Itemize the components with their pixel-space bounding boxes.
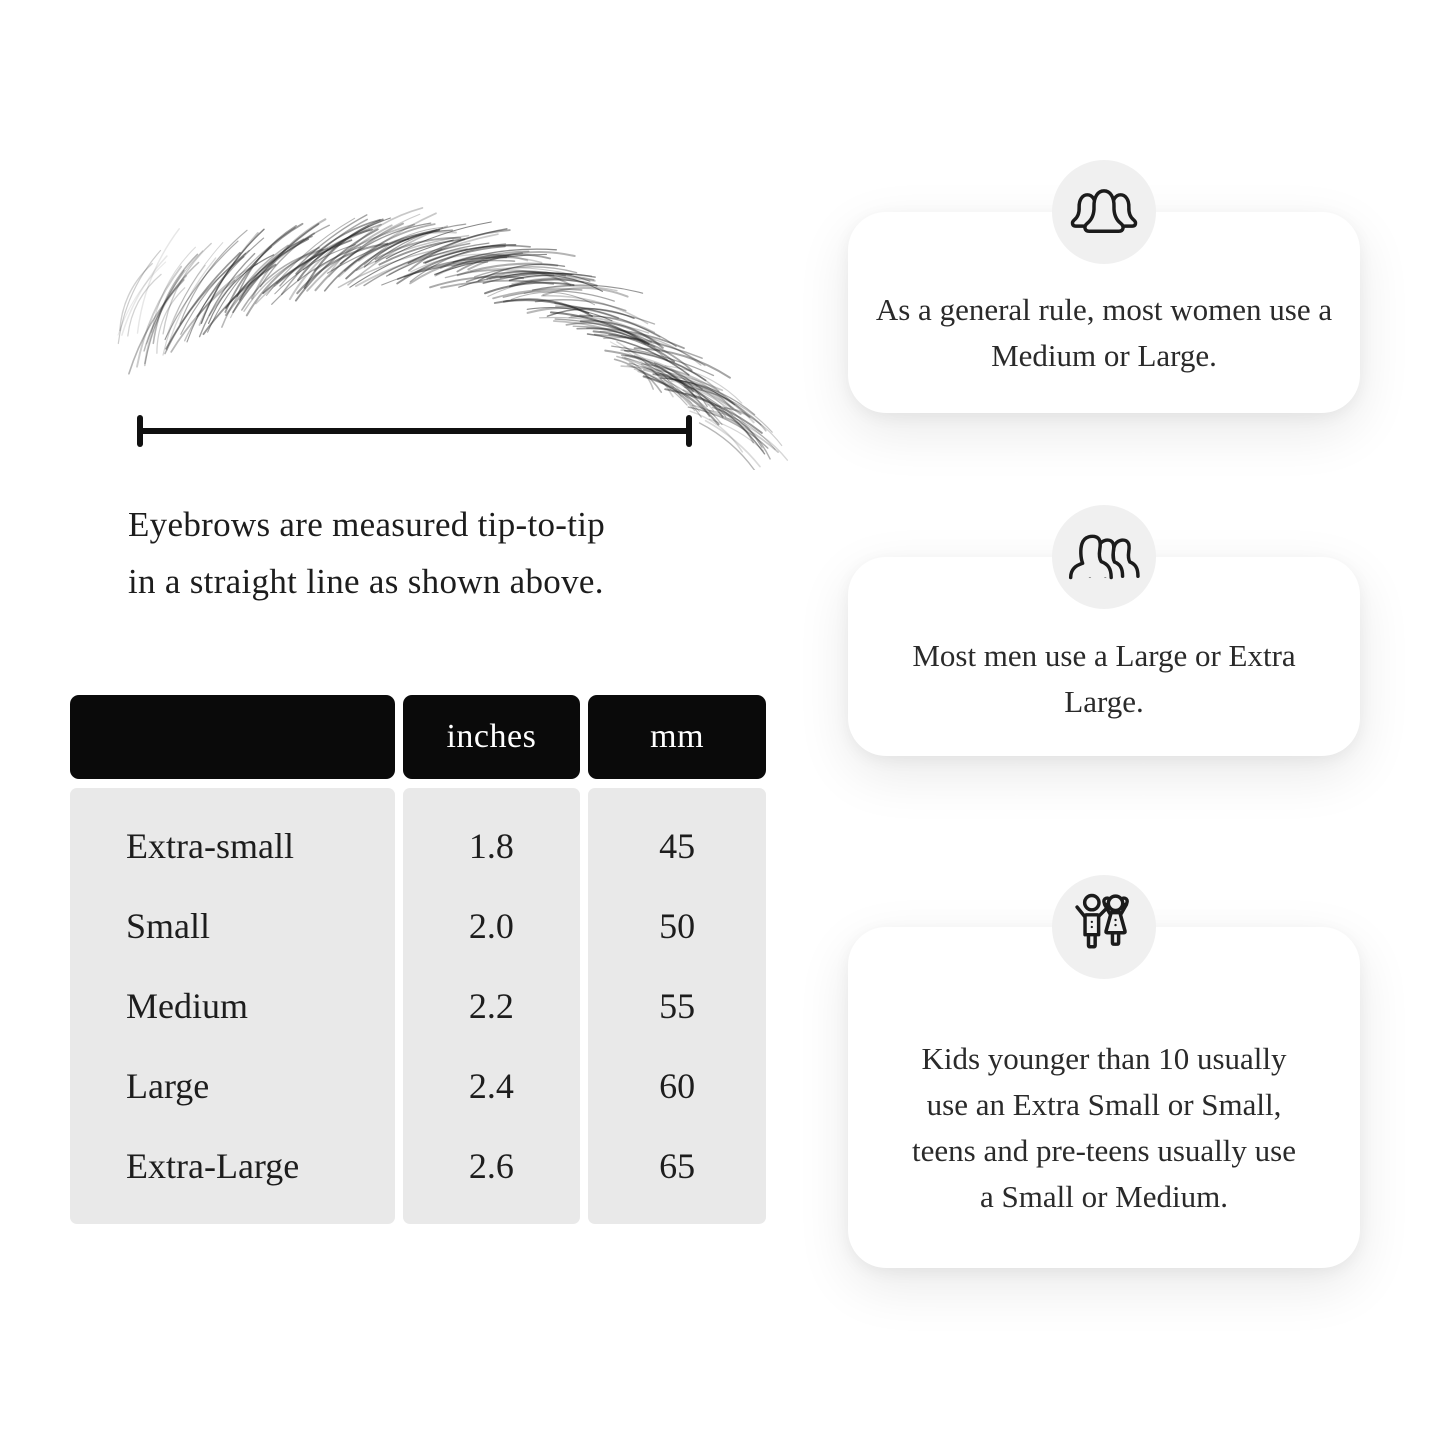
size-table-body <box>70 788 766 1224</box>
table-cell-inches: 2.0 <box>468 906 514 946</box>
table-cell-inches: 2.6 <box>468 1146 514 1186</box>
men-group-icon-glyph <box>1063 516 1145 598</box>
table-cell-inches: 1.8 <box>468 826 514 866</box>
size-table-header <box>70 695 766 779</box>
table-cell-size: Large <box>126 1066 210 1106</box>
info-card-men <box>848 557 1360 756</box>
figure-caption <box>128 496 768 610</box>
card-text-women: As a general rule, most women use a Medium or Large. <box>875 291 1333 373</box>
table-column-size <box>70 788 395 1224</box>
table-cell-size: Medium <box>126 986 248 1026</box>
table-cell-size: Extra-Large <box>126 1146 300 1186</box>
women-group-icon <box>1052 160 1156 264</box>
women-group-icon-glyph <box>1063 171 1145 253</box>
card-text-men: Most men use a Large or Extra Large. <box>912 637 1296 719</box>
figure-caption-line2: in a straight line as shown above. <box>128 562 604 601</box>
table-cell-mm: 55 <box>659 986 696 1026</box>
men-group-icon <box>1052 505 1156 609</box>
measurement-line <box>138 418 691 444</box>
eyebrow-illustration <box>0 0 790 470</box>
table-cell-mm: 45 <box>659 826 696 866</box>
header-cell-mm: mm <box>588 695 766 779</box>
figure-caption-line1: Eyebrows are measured tip-to-tip <box>128 505 606 544</box>
table-cell-size: Small <box>126 906 211 946</box>
table-column-inches <box>403 788 581 1224</box>
header-cell-inches: inches <box>403 695 581 779</box>
kids-icon <box>1052 875 1156 979</box>
size-table <box>70 695 766 1224</box>
kids-icon-glyph <box>1063 886 1145 968</box>
header-cell-size <box>70 695 395 779</box>
table-cell-mm: 65 <box>659 1146 696 1186</box>
table-cell-inches: 2.4 <box>468 1066 514 1106</box>
info-card-women <box>848 212 1360 413</box>
table-cell-mm: 60 <box>659 1066 696 1106</box>
table-cell-inches: 2.2 <box>468 986 514 1026</box>
table-cell-mm: 50 <box>659 906 696 946</box>
table-cell-size: Extra-small <box>126 826 294 866</box>
info-card-kids <box>848 927 1360 1268</box>
card-text-kids: Kids younger than 10 usually use an Extra Small or Small, teens and pre-teens usually use a Small or Medium. <box>912 1040 1296 1214</box>
table-column-mm <box>588 788 766 1224</box>
